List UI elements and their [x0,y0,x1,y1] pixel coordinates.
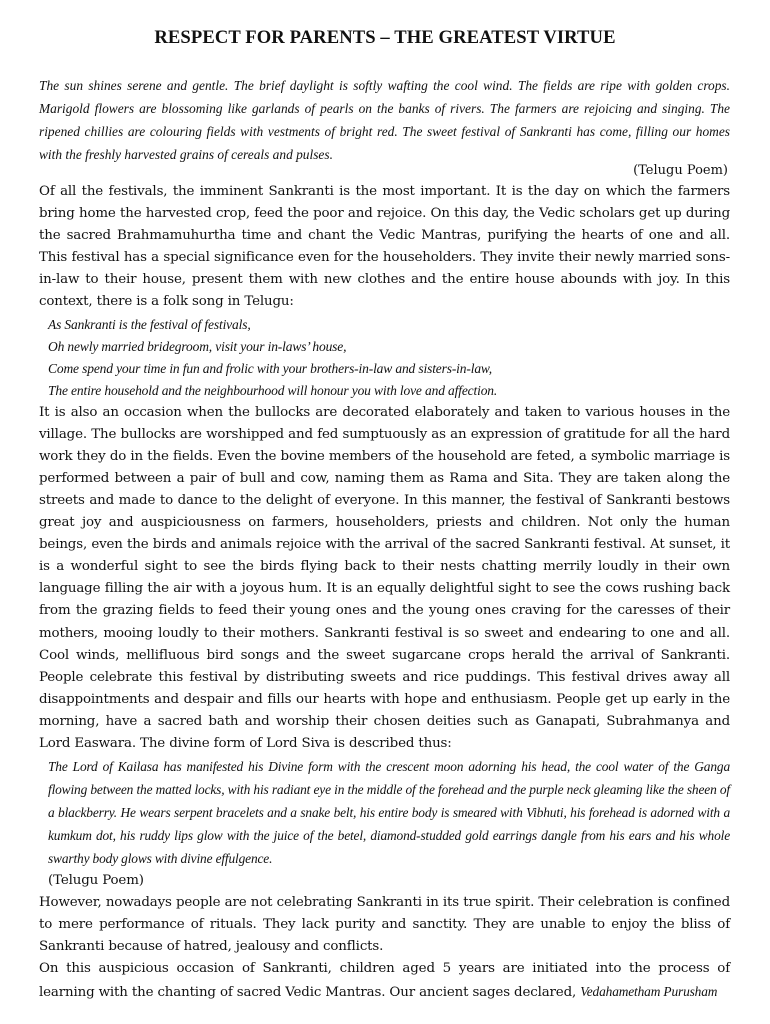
paragraph: Of all the festivals, the imminent Sankranti is the most important. It is the day on which the farmers bring home the harvested crop, feed the poor and rejoice. On this day, the Vedic scholars get up during the sacred Brahmamuhurtha time and chant the Vedic Mantras, purifying the hearts of one and all. This festival has a special significance even for the householders. They invite their newly married sons-in-law to their house, present them with new clothes and the entire house abounds with joy. In this context, there is a folk song in Telugu: [39,184,730,310]
paragraph [39,958,730,1003]
verse-line: The entire household and the neighbourhood will honour you with love and affection. [48,382,498,398]
paragraph: However, nowadays people are not celebrating Sankranti in its true spirit. Their celebration is confined to mere performance of rituals. They lack purity and sanctity. They are unable to enjoy the bliss of Sankranti because of hatred, jealousy and conflicts. [39,895,730,955]
verse-line: As Sankranti is the festival of festivals, [48,316,251,332]
paragraph-text: On this auspicious occasion of Sankranti, children aged 5 years are initiated into the process of learning with the chanting of sacred Vedic Mantras. Our ancient sages declared, [39,961,730,1000]
article-body [39,181,730,1004]
verse-line: Come spend your time in fun and frolic with your brothers-in-law and sisters-in-law, [48,360,493,376]
sanskrit-quote: Vedahametham Purusham [580,983,718,999]
intro-poem: The sun shines serene and gentle. The brief daylight is softly wafting the cool wind. The fields are ripe with golden crops. Marigold flowers are blossoming like garlands of pearls on the banks of rivers. The farmers are rejoicing and singing. The ripened chillies are colouring fields with vestments of bright red. The sweet festival of Sankranti has come, filling our homes with the freshly harvested grains of cereals and pulses. [39,78,730,162]
page-title: RESPECT FOR PARENTS – THE GREATEST VIRTUE [154,27,616,48]
folk-song-verse [39,314,730,402]
paragraph: It is also an occasion when the bullocks are decorated elaborately and taken to various houses in the village. The bullocks are worshipped and fed sumptuously as an expression of gratitude for all the hard work they do in the fields. Even the bovine members of the household are feted, a symbolic marriage is performed between a pair of bull and cow, naming them as Rama and Sita. They are taken along the streets and made to dance to the delight of everyone. In this manner, the festival of Sankranti bestows great joy and auspiciousness on farmers, householders, priests and children. Not only the human beings, even the birds and animals rejoice with the arrival of the sacred Sankranti festival. At sunset, it is a wonderful sight to see the birds flying back to their nests chatting merrily loudly in their own language filling the air with a joyous hum. It is an equally delightful sight to see the cows rushing back from the grazing fields to feed their young ones and the young ones craving for the caresses of their mothers, mooing loudly to their mothers. Sankranti festival is so sweet and endearing to one and all. Cool winds, mellifluous bird songs and the sweet sugarcane crops herald the arrival of Sankranti. People celebrate this festival by distributing sweets and rice puddings. This festival drives away all disappointments and despair and fills our hearts with hope and enthusiasm. People get up early in the morning, have a sacred bath and worship their chosen deities such as Ganapati, Subrahmanya and Lord Easwara. The divine form of Lord Siva is described thus: [39,404,730,751]
siva-verse: The Lord of Kailasa has manifested his Divine form with the crescent moon adorning his head, the cool water of the Ganga flowing between the matted locks, with his radiant eye in the middle of the forehead and the purple neck gleaming like the sheen of a blackberry. He wears serpent bracelets and a snake belt, his entire body is smeared with Vibhuti, his forehead is adorned with a kumkum dot, his ruddy lips glow with the juice of the betel, diamond-studded gold earrings dangle from his ears and his whole swarthy body glows with divine effulgence. [48,759,730,867]
verse-line: Oh newly married bridegroom, visit your in-laws’ house, [48,338,347,354]
poem-credit: (Telugu Poem) [48,873,144,889]
poem-credit: (Telugu Poem) [633,163,728,178]
